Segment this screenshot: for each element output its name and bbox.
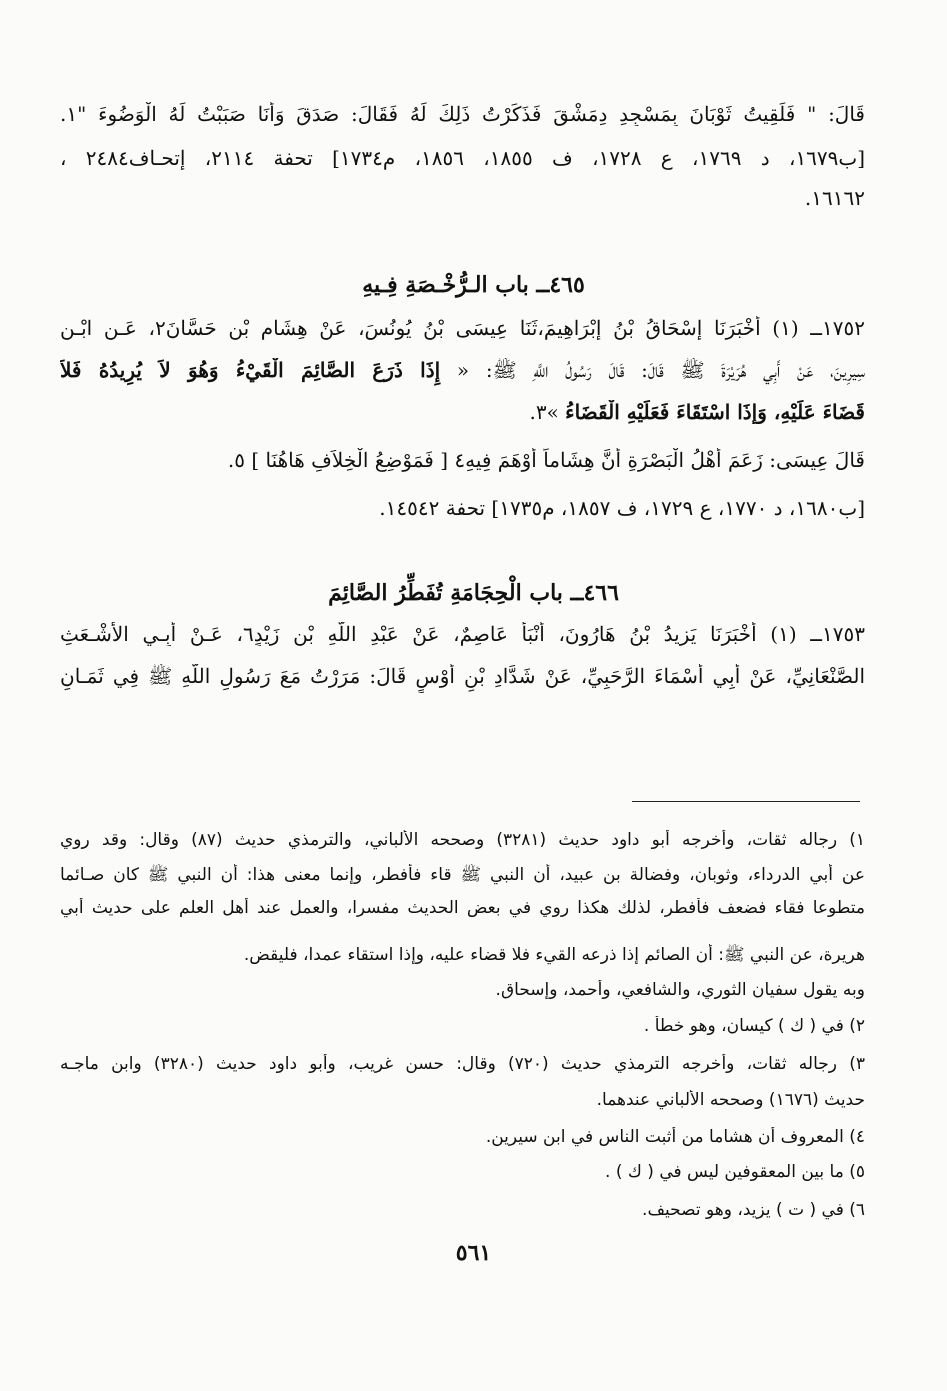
- narration-text: »٣.: [529, 400, 566, 424]
- narration-text: سِيرِينَ، عَنْ أَبِي هُرَيْرَةَ ﷺ قَالَ: قَالَ رَسُولُ اللَّهِ ﷺ: «: [440, 358, 865, 382]
- hadith-text-line: [60, 358, 865, 387]
- hadith-text-line: ١٧٥٣ــ (١) أَخْبَرَنَا يَزِيدُ بْنُ هَارُونَ، أَنْبَأَ عَاصِمٌ، عَنْ عَبْدِ اللَّهِ بْنِ زَيْدٍ٦، عَـنْ أَبِـي الأَشْـعَثِ: [60, 622, 865, 646]
- hadith-text-line: قَالَ عِيسَى: زَعَمَ أَهْلُ الْبَصْرَةِ أَنَّ هِشَاماً أَوْهَمَ فِيهِ٤ [ فَمَوْضِعُ الْخِلاَفِ هَاهُنَا ] ٥.: [227, 448, 865, 472]
- footnote-line: حديث (١٦٧٦) وصححه الألباني عندهما.: [596, 1090, 865, 1110]
- footnote-line: ٢) في ( ك ) كيسان، وهو خطأ .: [643, 1016, 865, 1036]
- footnote-line: هريرة، عن النبي ﷺ: أن الصائم إذا ذرعه القيء فلا قضاء عليه، وإذا استقاء عمدا، فليقض.: [243, 945, 865, 965]
- footnote-line: متطوعا فقاء فضعف فأفطر، لذلك هكذا روي في بعض الحديث مفسرا، والعمل عند أهل العلم على حديث أبي: [60, 898, 865, 918]
- footnote-line: ٣) رجاله ثقات، وأخرجه الترمذي حديث (٧٢٠) وقال: حسن غريب، وأبو داود حديث (٣٢٨٠) وابن ماجـه: [60, 1054, 865, 1074]
- footnote-line: ٥) ما بين المعقوفين ليس في ( ك ) .: [605, 1162, 865, 1182]
- hadith-text-line: قَالَ: " فَلَقِيتُ ثَوْبَانَ بِمَسْجِدِ دِمَشْقَ فَذَكَرْتُ ذَلِكَ لَهُ فَقَالَ: صَدَقَ وَأَنَا صَبَبْتُ لَهُ الْوَضُوءَ "١.: [60, 102, 865, 126]
- prophetic-saying-text: إِذَا ذَرَعَ الصَّائِمَ الْقَيْءُ وَهُوَ لاَ يُرِيدُهُ فَلاَ: [60, 358, 441, 382]
- hadith-text-line: [60, 400, 865, 424]
- chapter-heading: ٤٦٥ــ باب الـرُّخْـصَةِ فِـيهِ: [362, 272, 585, 298]
- footnote-line: ١) رجاله ثقات، وأخرجه أبو داود حديث (٣٢٨١) وصححه الألباني، والترمذي حديث (٨٧) وقال: وقد روي: [60, 830, 865, 850]
- footnote-line: عن أبي الدرداء، وثوبان، وفضالة بن عبيد، أن النبي ﷺ قاء فأفطر، وإنما معنى هذا: أن النبي ﷺ كان صـائما: [60, 865, 865, 885]
- prophetic-saying-text: قَضَاءَ عَلَيْهِ، وَإِذَا اسْتَقَاءَ فَعَلَيْهِ الْقَضَاءُ: [565, 400, 865, 424]
- footnote-line: ٦) في ( ت ) يزيد، وهو تصحيف.: [642, 1200, 865, 1220]
- footnote-line: ٤) المعروف أن هشاما من أثبت الناس في ابن سيرين.: [485, 1127, 865, 1147]
- chapter-heading: ٤٦٦ــ باب الْحِجَامَةِ تُفَطِّرُ الصَّائِمَ: [328, 580, 619, 606]
- takhrij-reference-line: [ب١٦٨٠، د ١٧٧٠، ع ١٧٢٩، ف ١٨٥٧، م١٧٣٥] تحفة ١٤٥٤٢.: [379, 496, 865, 520]
- hadith-text-line: الصَّنْعَانِيِّ، عَنْ أَبِي أَسْمَاءَ الرَّحَبِيِّ، عَنْ شَدَّادِ بْنِ أَوْسٍ قَالَ: مَرَرْتُ مَعَ رَسُولِ اللَّهِ ﷺ فِي ثَمَـانِ: [60, 664, 865, 688]
- footnote-line: وبه يقول سفيان الثوري، والشافعي، وأحمد، وإسحاق.: [495, 980, 865, 1000]
- hadith-text-line: ١٧٥٢ــ (١) أَخْبَرَنَا إِسْحَاقُ بْنُ إِبْرَاهِيمَ،ثَنَا عِيسَى بْنُ يُونُسَ، عَنْ هِشَامِ بْنِ حَسَّانَ٢، عَـنِ ابْـنِ: [60, 316, 865, 340]
- takhrij-reference-line: ١٦١٦٢.: [804, 186, 865, 210]
- takhrij-reference-line: [ب١٦٧٩، د ١٧٦٩، ع ١٧٢٨، ف ١٨٥٥، ١٨٥٦، م١٧٣٤] تحفة ٢١١٤، إتحـاف٢٤٨٤ ،: [60, 146, 865, 170]
- page-number: ٥٦١: [455, 1240, 492, 1266]
- footnote-separator: [632, 801, 860, 802]
